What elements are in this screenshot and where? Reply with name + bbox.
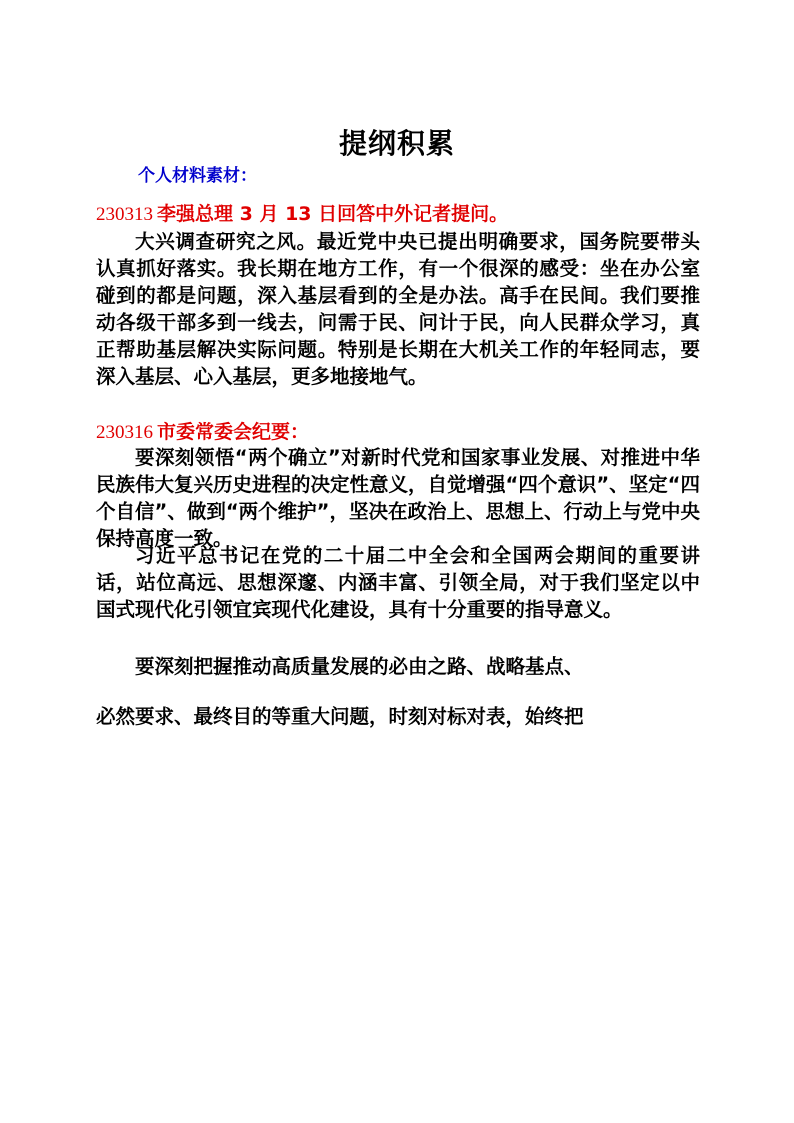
section-paragraph: 大兴调查研究之风。最近党中央已提出明确要求，国务院要带头认真抓好落实。我长期在地方工作，有一个很深的感受：坐在办公室碰到的都是问题，深入基层看到的全是办法。高手在民间。我们要推动各级干部多到一线去，问需于民、问计于民，向人民群众学习，真正帮助基层解决实际问题。特别是长期在大机关工作的年轻同志，要深入基层、心入基层，更多地接地气。 [96,230,700,388]
section-date: 230313 [96,204,153,225]
section-heading-230316 [96,418,309,447]
document-title: 提纲积累 [338,127,455,160]
section-heading-text: 李强总理 3 月 13 日回答中外记者提问。 [157,203,509,225]
section-paragraph-line: 必然要求、最终目的等重大问题，时刻对标对表，始终把 [96,705,584,728]
document-subtitle: 个人材料素材： [138,166,257,186]
section-paragraph: 要深刻领悟“两个确立”对新时代党和国家事业发展、对推进中华民族伟大复兴历史进程的决定性意义，自觉增强“四个意识”、坚定“四个自信”、做到“两个维护”，坚决在政治上、思想上、行动上与党中央保持高度一致。 [96,446,700,550]
section-paragraph: 习近平总书记在党的二十届二中全会和全国两会期间的重要讲话，站位高远、思想深邃、内涵丰富、引领全局，对于我们坚定以中国式现代化引领宜宾现代化建设，具有十分重要的指导意义。 [96,544,700,621]
section-heading-230313 [96,200,508,229]
section-date: 230316 [96,422,153,443]
section-heading-text: 市委常委会纪要： [157,421,310,443]
section-paragraph-line: 要深刻把握推动高质量发展的必由之路、战略基点、 [135,655,584,678]
